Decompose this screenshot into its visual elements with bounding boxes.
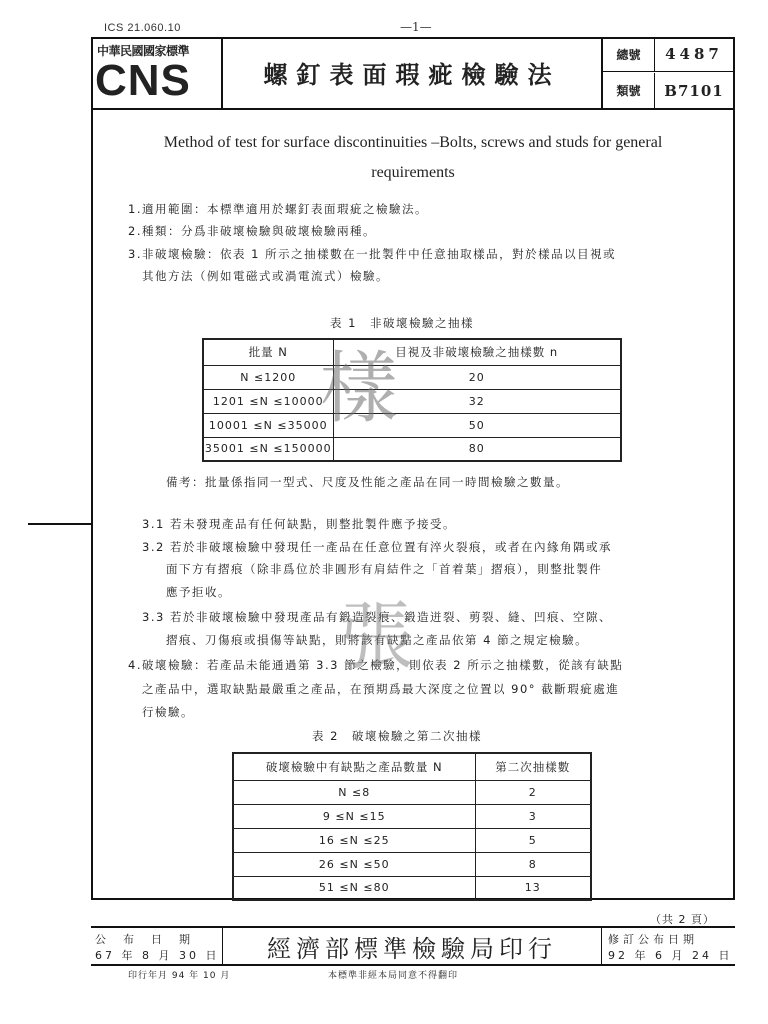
table-row <box>203 413 621 437</box>
section-3-1: 3.1 若未發現產品有任何缺點，則整批製件應予接受。 <box>142 517 456 531</box>
revise-date-value: 92 年 6 月 24 日 <box>608 949 733 962</box>
table2-header-defects: 破壞檢驗中有缺點之產品數量 N <box>233 753 475 780</box>
english-title <box>115 128 711 188</box>
revise-date-block <box>601 928 733 964</box>
table1-cell-sample: 80 <box>333 437 621 461</box>
total-number-value: 4487 <box>665 45 723 63</box>
printer-name: 經濟部標準檢驗局印行 <box>267 934 557 963</box>
table1-header-lot: 批量 N <box>203 339 333 365</box>
table1-cell-lot: 10001 ≤N ≤35000 <box>203 413 333 437</box>
table1-cell-sample: 20 <box>333 365 621 389</box>
table-row <box>203 437 621 461</box>
section-4-line1: 4.破壞檢驗：若產品未能通過第 3.3 節之檢驗，則依表 2 所示之抽樣數，從該有缺點 <box>128 658 624 672</box>
cns-logo: CNS <box>95 56 191 105</box>
table2-second-sampling <box>232 752 592 901</box>
table1-cell-sample: 50 <box>333 413 621 437</box>
table-row <box>233 852 591 876</box>
table2-cell-sample: 8 <box>475 852 591 876</box>
table-row <box>233 828 591 852</box>
section-3-2-line1: 3.2 若於非破壞檢驗中發現任一產品在任意位置有淬火裂痕，或者在內緣角隅或承 <box>142 540 612 554</box>
section-3-3-line1: 3.3 若於非破壞檢驗中發現產品有鍛造裂痕、鍛造迸裂、剪裂、縫、凹痕、空隙、 <box>142 610 612 624</box>
table2-cell-sample: 2 <box>475 780 591 804</box>
margin-rule <box>28 523 92 525</box>
total-number-row <box>603 37 733 72</box>
watermark-sample: 樣 <box>320 344 399 434</box>
header-number-block <box>601 37 733 108</box>
table2-cell-sample: 13 <box>475 876 591 900</box>
table2-cell-defects: N ≤8 <box>233 780 475 804</box>
table1-sampling <box>202 338 622 462</box>
table2-cell-defects: 9 ≤N ≤15 <box>233 804 475 828</box>
section-3-2-line2: 面下方有摺痕（除非爲位於非圓形有肩結件之「首着葉」摺痕），則整批製件 <box>166 562 603 576</box>
table2-caption: 表 2 破壞檢驗之第二次抽樣 <box>312 729 482 743</box>
remark-note: 備考：批量係指同一型式、尺度及性能之產品在同一時間檢驗之數量。 <box>166 475 569 489</box>
document-title: 螺釘表面瑕疵檢驗法 <box>263 61 561 89</box>
english-title-line2: requirements <box>371 164 455 181</box>
table-row <box>233 804 591 828</box>
table2-cell-defects: 51 ≤N ≤80 <box>233 876 475 900</box>
section-3-line1: 3.非破壞檢驗：依表 1 所示之抽樣數在一批製件中任意抽取樣品，對於樣品以目視或 <box>128 247 617 261</box>
publish-date-block <box>91 928 223 964</box>
table2-header-sample: 第二次抽樣數 <box>475 753 591 780</box>
table1-cell-lot: 35001 ≤N ≤150000 <box>203 437 333 461</box>
page-marker: —1— <box>400 20 432 34</box>
header-logo-block <box>91 37 223 108</box>
section-1-scope: 1.適用範圍：本標準適用於螺釘表面瑕疵之檢驗法。 <box>128 202 428 216</box>
table1-header-sample: 目視及非破壞檢驗之抽樣數 n <box>333 339 621 365</box>
section-3-3-line2: 摺痕、刀傷痕或損傷等缺點，則將該有缺點之產品依第 4 節之規定檢驗。 <box>166 633 589 647</box>
table-row <box>233 780 591 804</box>
section-3-line2: 其他方法（例如電磁式或渦電流式）檢驗。 <box>142 269 389 283</box>
class-number-row <box>603 73 733 108</box>
class-number-value: B7101 <box>664 81 724 100</box>
table1-cell-sample: 32 <box>333 389 621 413</box>
table-row <box>233 876 591 900</box>
publish-date-value: 67 年 8 月 30 日 <box>95 949 220 962</box>
section-4-line3: 行檢驗。 <box>142 705 194 719</box>
table1-caption: 表 1 非破壞檢驗之抽樣 <box>330 316 474 330</box>
section-3-2-line3: 應予拒收。 <box>166 585 231 599</box>
print-date: 印行年月 94 年 10 月 <box>128 971 231 981</box>
table-row <box>203 389 621 413</box>
page-count: （共 2 頁） <box>650 913 715 926</box>
document-header <box>91 37 735 110</box>
watermark-sheet: 張 <box>340 594 414 680</box>
table1-cell-lot: 1201 ≤N ≤10000 <box>203 389 333 413</box>
document-footer <box>91 926 735 966</box>
total-number-label: 總號 <box>603 37 655 71</box>
english-title-line1: Method of test for surface discontinuities –Bolts, screws and studs for general <box>163 134 663 151</box>
revise-date-label: 修訂公布日期 <box>608 933 698 946</box>
table1-cell-lot: N ≤1200 <box>203 365 333 389</box>
table2-cell-defects: 16 ≤N ≤25 <box>233 828 475 852</box>
table2-cell-sample: 5 <box>475 828 591 852</box>
table-row <box>203 365 621 389</box>
publish-date-label: 公布日期 <box>95 933 207 946</box>
table2-cell-sample: 3 <box>475 804 591 828</box>
copyright-notice: 本標準非經本局同意不得翻印 <box>328 971 459 981</box>
section-4-line2: 之產品中，選取缺點最嚴重之產品，在預期爲最大深度之位置以 90° 截斷瑕疵處進 <box>142 682 620 696</box>
table2-cell-defects: 26 ≤N ≤50 <box>233 852 475 876</box>
table2-header-row <box>233 753 591 780</box>
class-number-label: 類號 <box>603 73 655 108</box>
table1-header-row <box>203 339 621 365</box>
national-standard-label: 中華民國國家標準 <box>97 44 190 58</box>
section-2-types: 2.種類：分爲非破壞檢驗與破壞檢驗兩種。 <box>128 224 376 238</box>
ics-code: ICS 21.060.10 <box>104 22 181 34</box>
